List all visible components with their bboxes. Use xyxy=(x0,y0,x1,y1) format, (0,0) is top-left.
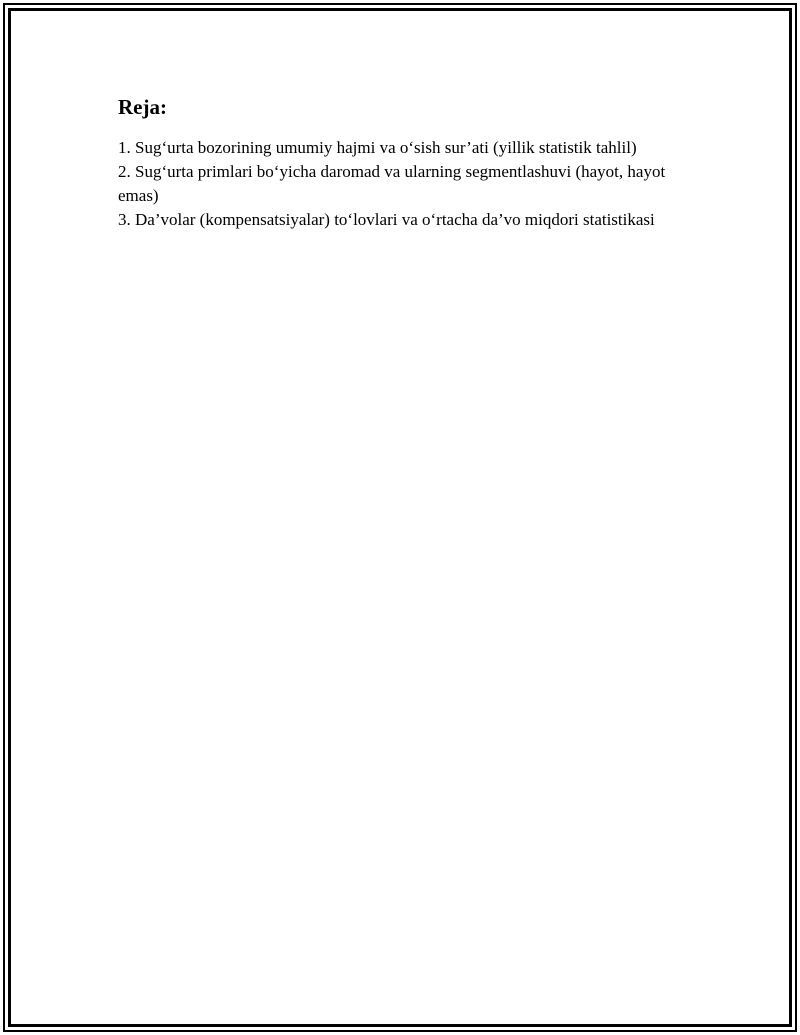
plan-heading: Reja: xyxy=(118,95,167,119)
plan-list xyxy=(118,136,698,232)
plan-item-1: 1. Sug‘urta bozorining umumiy hajmi va o‘sish sur’ati (yillik statistik tahlil) xyxy=(118,138,637,157)
plan-item-3: 3. Da’volar (kompensatsiyalar) to‘lovlari va o‘rtacha da’vo miqdori statistikasi xyxy=(118,210,655,229)
plan-item-2: 2. Sug‘urta primlari bo‘yicha daromad va ularning segmentlashuvi (hayot, hayot emas) xyxy=(118,162,666,205)
page-content xyxy=(118,94,698,232)
